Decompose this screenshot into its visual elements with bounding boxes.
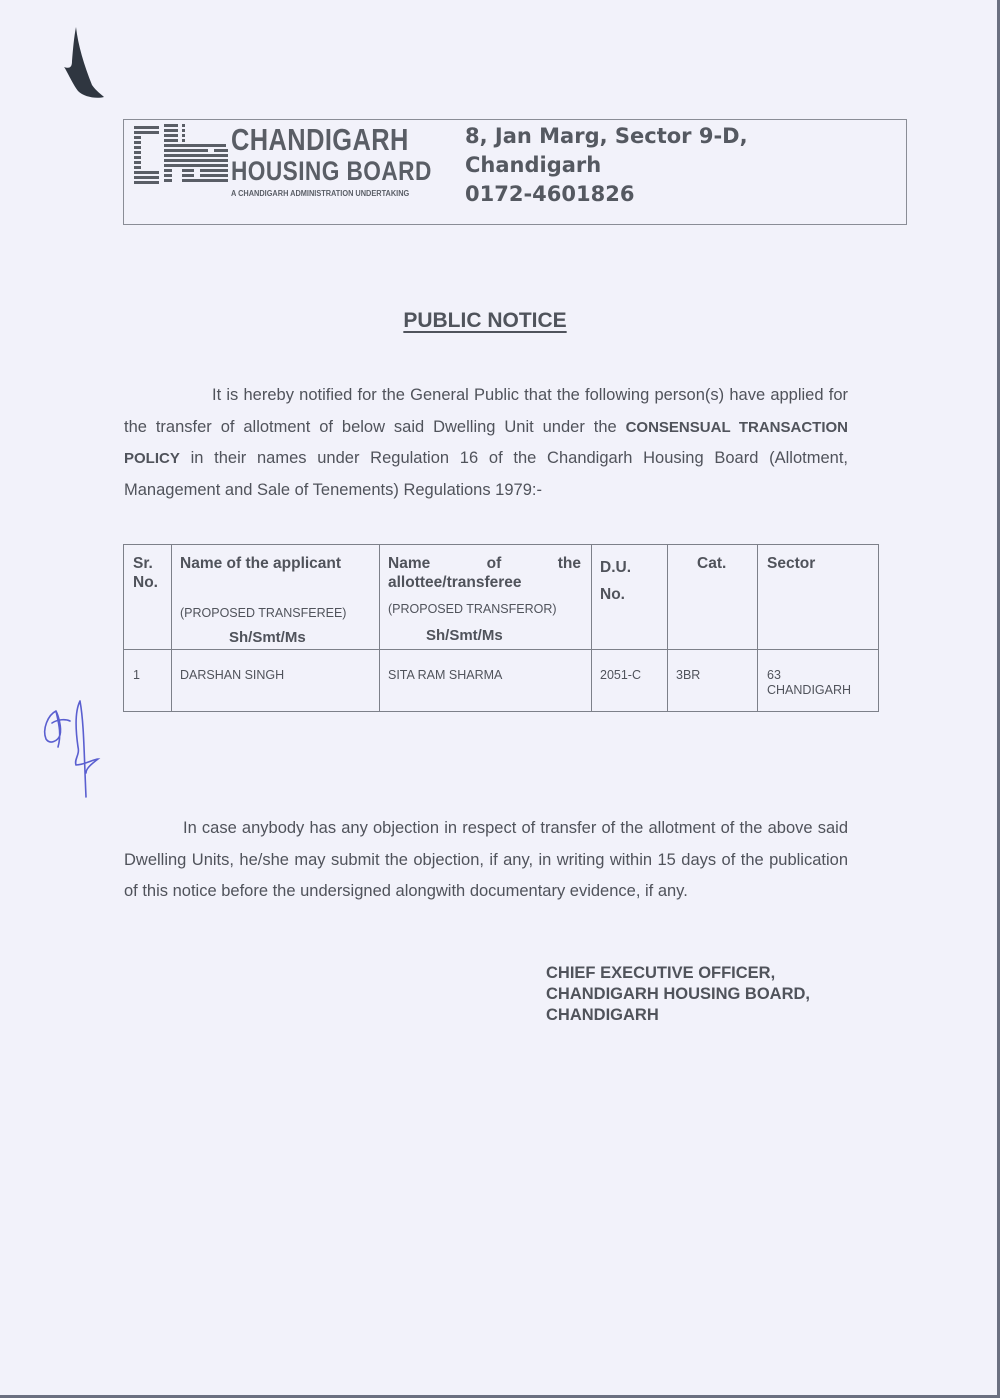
header-du-no bbox=[592, 545, 668, 650]
header-cat bbox=[668, 545, 758, 650]
cell-applicant-value: DARSHAN SINGH bbox=[180, 668, 285, 682]
header-allottee-w1: Name bbox=[388, 555, 431, 572]
notice-title bbox=[0, 309, 970, 333]
cell-applicant bbox=[172, 650, 380, 712]
handwritten-initials bbox=[28, 693, 108, 798]
header-du-line2: No. bbox=[600, 586, 625, 603]
chb-logo bbox=[134, 124, 230, 184]
cell-sector bbox=[758, 650, 879, 712]
signatory-line3: CHANDIGARH bbox=[546, 1006, 659, 1024]
phone-number: 0172-4601826 bbox=[465, 182, 635, 206]
header-allottee-w3: the bbox=[557, 555, 581, 572]
transfer-table bbox=[123, 544, 879, 712]
objection-paragraph bbox=[124, 813, 848, 908]
header-sr-no bbox=[124, 545, 172, 650]
intro-paragraph bbox=[124, 380, 848, 506]
brand-name-line1: CHANDIGARH bbox=[231, 122, 409, 157]
cell-allottee-value: SITA RAM SHARMA bbox=[388, 668, 503, 682]
cell-cat bbox=[668, 650, 758, 712]
header-applicant-sub: (PROPOSED TRANSFEREE) bbox=[180, 606, 347, 620]
objection-text: In case anybody has any objection in respect of transfer of the allotment of the above said Dwelling Units, he/she may submit the objection, if any, in writing within 15 days of the publication of this notice before the undersigned alongwith documentary evidence, if any. bbox=[124, 819, 848, 900]
intro-text-a: It is hereby notified for the General Public that the following person(s) have applied for the transfer of allotment of below said Dwelling Unit under the bbox=[124, 386, 848, 436]
header-sector bbox=[758, 545, 879, 650]
header-sr-line1: Sr. bbox=[133, 555, 153, 572]
cell-du bbox=[592, 650, 668, 712]
cell-du-value: 2051-C bbox=[600, 668, 641, 682]
header-du-line1: D.U. bbox=[600, 559, 631, 576]
header-applicant-salutation: Sh/Smt/Ms bbox=[229, 629, 306, 646]
header-allottee-salutation: Sh/Smt/Ms bbox=[426, 627, 503, 644]
cell-sr-value: 1 bbox=[133, 668, 140, 682]
brand-tagline: A CHANDIGARH ADMINISTRATION UNDERTAKING bbox=[231, 189, 410, 198]
cell-cat-value: 3BR bbox=[676, 668, 701, 682]
notice-title-text: PUBLIC NOTICE bbox=[403, 309, 567, 332]
cell-sr bbox=[124, 650, 172, 712]
address-line2: Chandigarh bbox=[465, 153, 602, 177]
address-line1: 8, Jan Marg, Sector 9-D, bbox=[465, 124, 748, 148]
table-header-row bbox=[124, 545, 879, 650]
cell-sector-line1: 63 bbox=[767, 668, 781, 682]
header-sr-line2: No. bbox=[133, 574, 158, 591]
header-applicant bbox=[172, 545, 380, 650]
table-row bbox=[124, 650, 879, 712]
signatory-block bbox=[546, 963, 810, 1026]
policy-name: CONSENSUAL TRANSACTION POLICY bbox=[124, 418, 848, 467]
signatory-line1: CHIEF EXECUTIVE OFFICER, bbox=[546, 964, 776, 982]
intro-text-b: in their names under Regulation 16 of the Chandigarh Housing Board (Allotment, Management and Sale of Tenements) Regulations 1979:- bbox=[124, 449, 848, 499]
header-sector-label: Sector bbox=[767, 555, 816, 572]
header-cat-label: Cat. bbox=[697, 555, 727, 572]
header-allottee-sub: (PROPOSED TRANSFEROR) bbox=[388, 602, 557, 616]
letterhead bbox=[123, 119, 907, 225]
header-applicant-label: Name of the applicant bbox=[180, 555, 342, 572]
brand-name-line2: HOUSING BOARD bbox=[231, 156, 432, 186]
cell-allottee bbox=[380, 650, 592, 712]
punch-hole-mark bbox=[62, 25, 107, 100]
address-block bbox=[465, 122, 748, 209]
header-allottee bbox=[380, 545, 592, 650]
header-allottee-line2: allottee/transferee bbox=[388, 574, 522, 591]
signatory-line2: CHANDIGARH HOUSING BOARD, bbox=[546, 985, 810, 1003]
cell-sector-line2: CHANDIGARH bbox=[767, 683, 852, 697]
header-allottee-w2: of bbox=[486, 555, 502, 572]
